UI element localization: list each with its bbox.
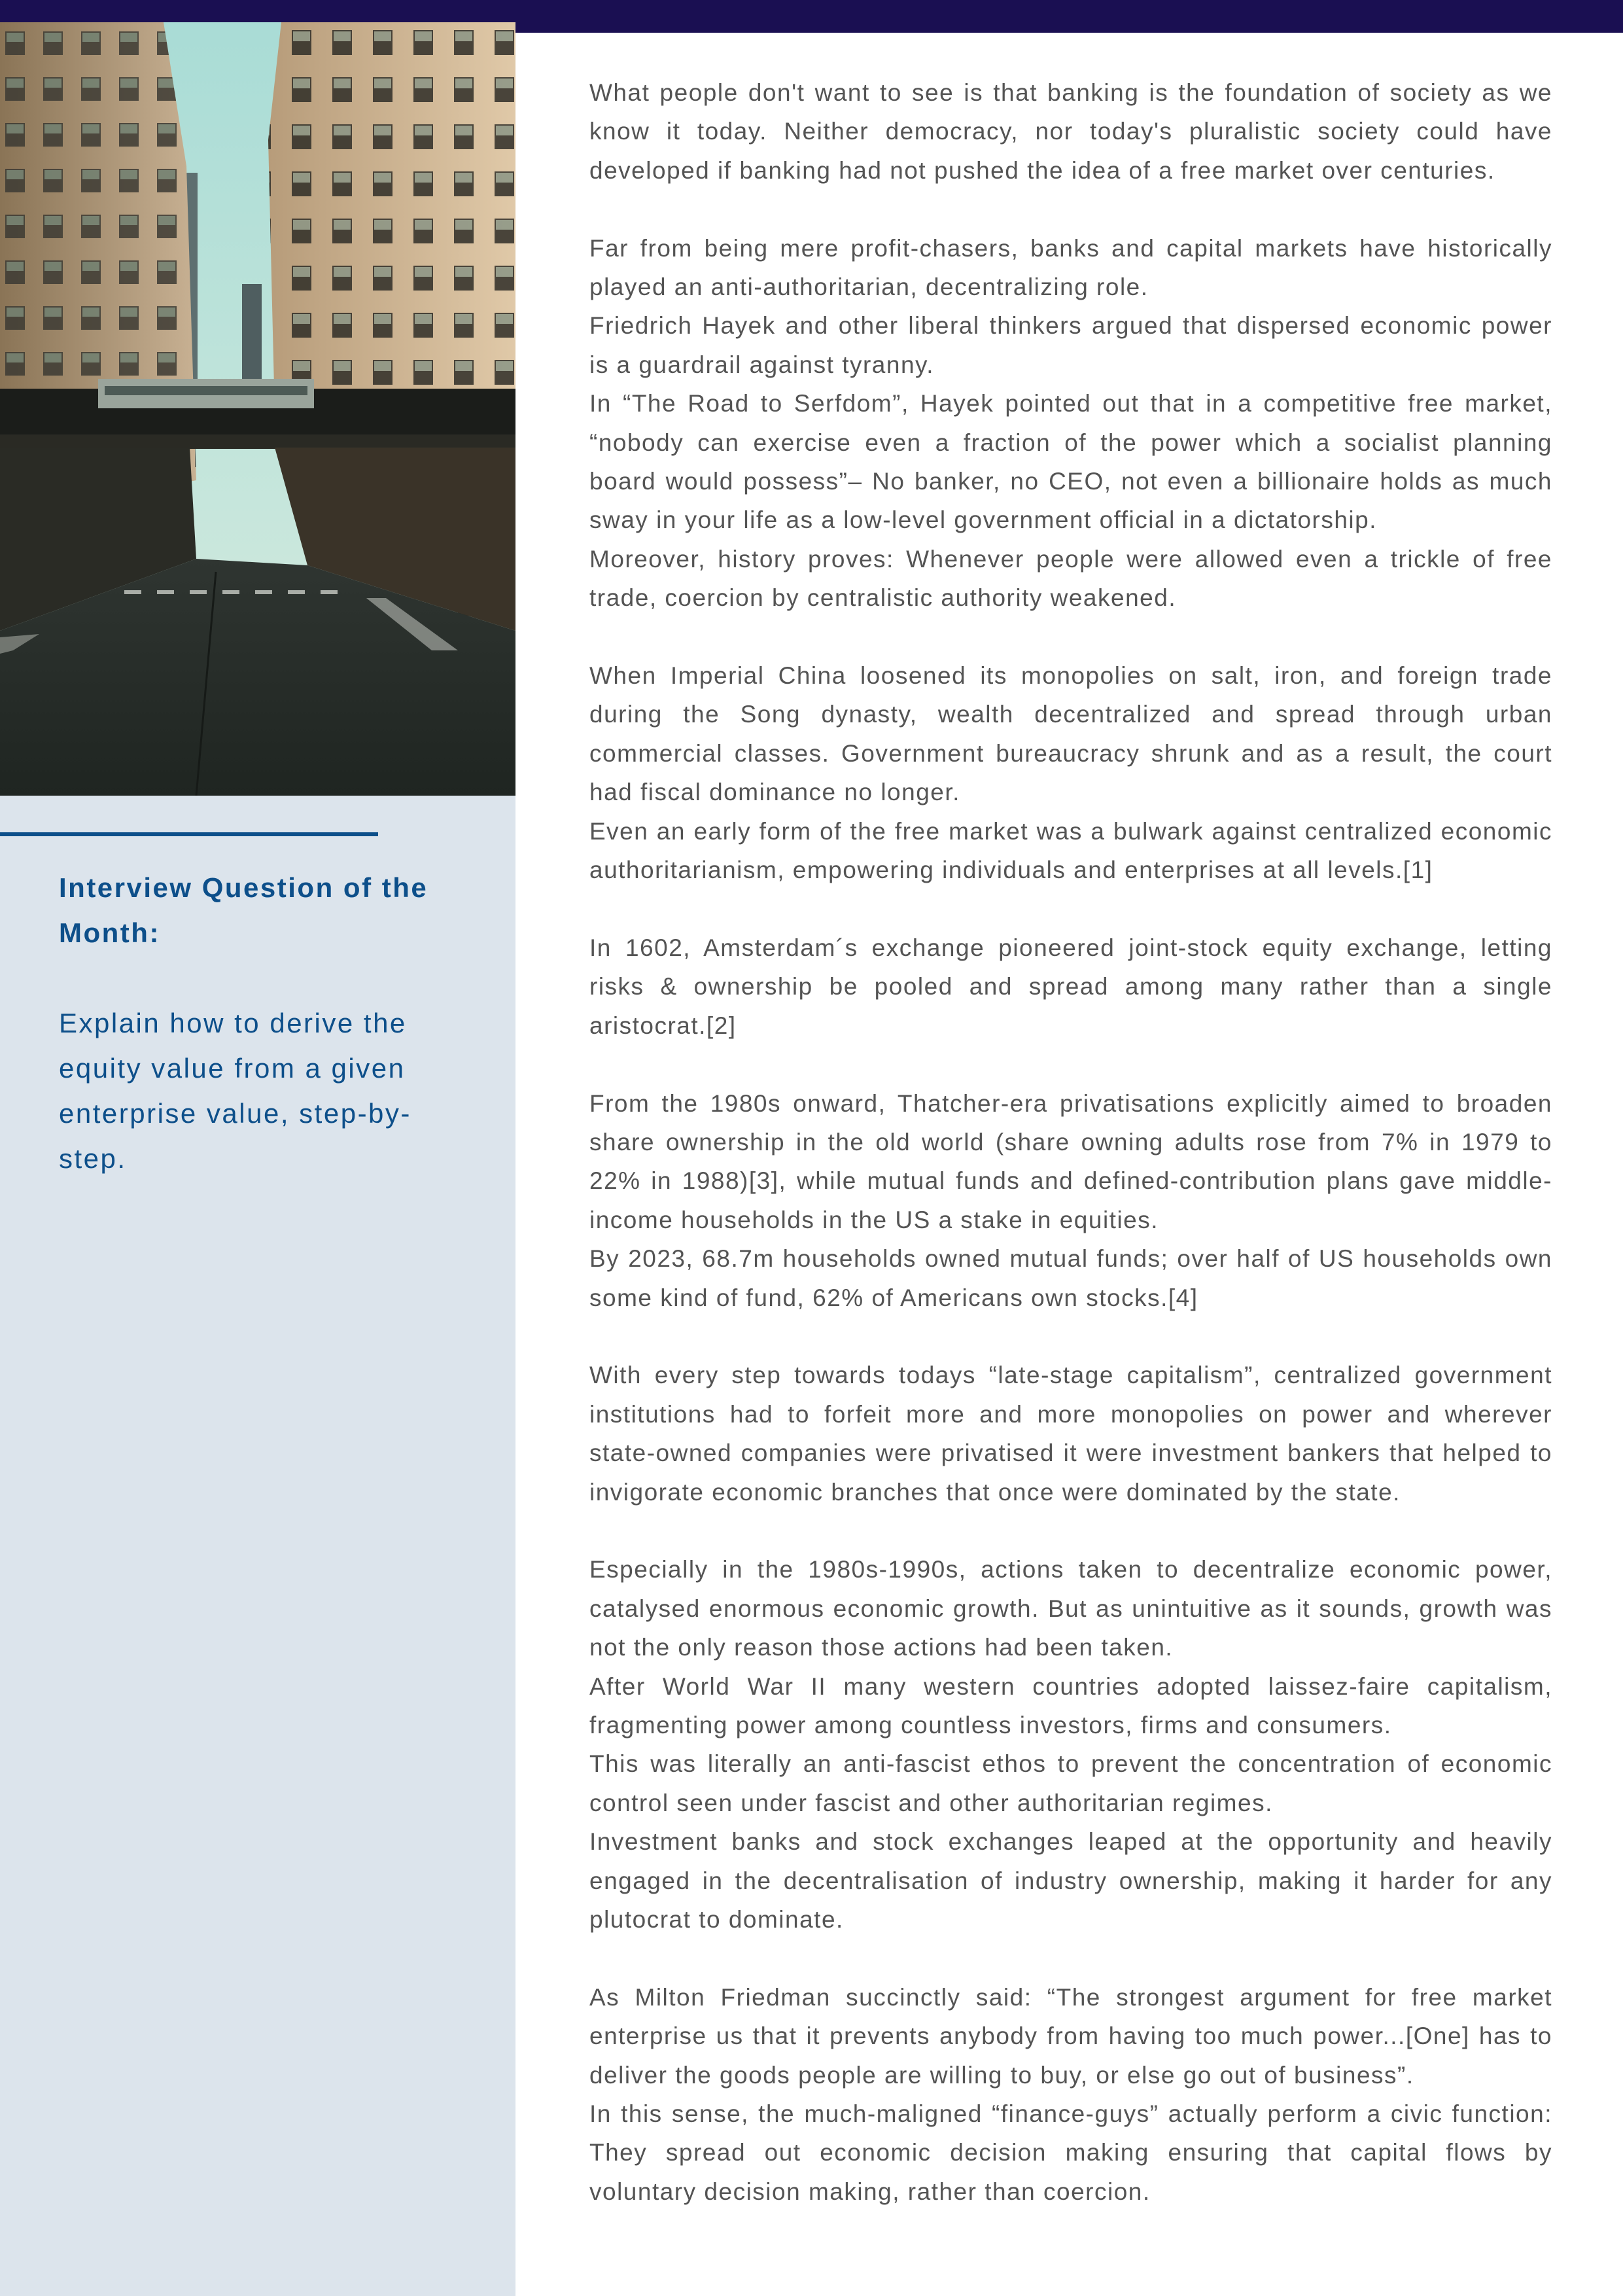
article-paragraph: In 1602, Amsterdam´s exchange pioneered joint-stock equity exchange, letting risks & ownership be pooled and spread among many rather than a single aristocrat.[2] xyxy=(589,934,1552,1039)
article-paragraph: In “The Road to Serfdom”, Hayek pointed out that in a competitive free market, “nobody can exercise even a fraction of the power which a socialist planning board would possess”– No banker, no CEO, not even a billionaire holds as much sway in your life as a low-level government official in a dictatorship. xyxy=(589,390,1552,534)
article-paragraph: This was literally an anti-fascist ethos to prevent the concentration of economic control seen under fascist and other authoritarian regimes. xyxy=(589,1750,1552,1816)
article-paragraph: When Imperial China loosened its monopolies on salt, iron, and foreign trade during the Song dynasty, wealth decentralized and spread through urban commercial classes. Government bureaucracy shrunk and as a result, the court had fiscal dominance no longer. xyxy=(589,662,1552,806)
article-body xyxy=(589,73,1552,2211)
article-paragraph: Even an early form of the free market was a bulwark against centralized economic authoritarianism, empowering individuals and enterprises at all levels.[1] xyxy=(589,817,1552,884)
interview-heading: Interview Question of the Month: xyxy=(59,872,428,948)
article-paragraph: Friedrich Hayek and other liberal thinkers argued that dispersed economic power is a guardrail against tyranny. xyxy=(589,312,1552,378)
article-paragraph: As Milton Friedman succinctly said: “The strongest argument for free market enterprise us that it prevents anybody from having too much power...[One] has to deliver the goods people are willing to buy, or else go out of business”. xyxy=(589,1983,1552,2089)
article-paragraph: Investment banks and stock exchanges leaped at the opportunity and heavily engaged in the decentralisation of industry ownership, making it harder for any plutocrat to dominate. xyxy=(589,1828,1552,1933)
article-paragraph: Especially in the 1980s-1990s, actions taken to decentralize economic power, catalysed enormous economic growth. But as unintuitive as it sounds, growth was not the only reason those actions had been taken. xyxy=(589,1556,1552,1661)
article-paragraph: What people don't want to see is that banking is the foundation of society as we know it today. Neither democracy, nor today's pluralistic society could have developed if banking had not pushed the idea of a free market over centuries. xyxy=(589,79,1552,184)
interview-question-box xyxy=(59,865,478,1181)
sidebar-divider xyxy=(0,832,378,836)
interview-question-text: Explain how to derive the equity value from a given enterprise value, step-by-step. xyxy=(59,1008,411,1174)
article-paragraph: In this sense, the much-maligned “finance-guys” actually perform a civic function: They spread out economic decision making ensuring that capital flows by voluntary decision making, rather than coercion. xyxy=(589,2100,1552,2205)
article-paragraph: After World War II many western countries adopted laissez-faire capitalism, fragmenting power among countless investors, firms and consumers. xyxy=(589,1672,1552,1739)
city-street-photo xyxy=(0,22,515,796)
article-paragraph: With every step towards todays “late-stage capitalism”, centralized government institutions had to forfeit more and more monopolies on power and wherever state-owned companies were privatised it were investment bankers that helped to invigorate economic branches that once were dominated by the state. xyxy=(589,1362,1552,1506)
article-paragraph: Moreover, history proves: Whenever people were allowed even a trickle of free trade, coercion by centralistic authority weakened. xyxy=(589,545,1552,612)
article-paragraph: By 2023, 68.7m households owned mutual funds; over half of US households own some kind of fund, 62% of Americans own stocks.[4] xyxy=(589,1245,1552,1311)
article-paragraph: Far from being mere profit-chasers, banks and capital markets have historically played an anti-authoritarian, decentralizing role. xyxy=(589,234,1552,301)
article-paragraph: From the 1980s onward, Thatcher-era privatisations explicitly aimed to broaden share ownership in the old world (share owning adults rose from 7% in 1979 to 22% in 1988)[3], while mutual funds and defined-contribution plans gave middle-income households in the US a stake in equities. xyxy=(589,1089,1552,1233)
